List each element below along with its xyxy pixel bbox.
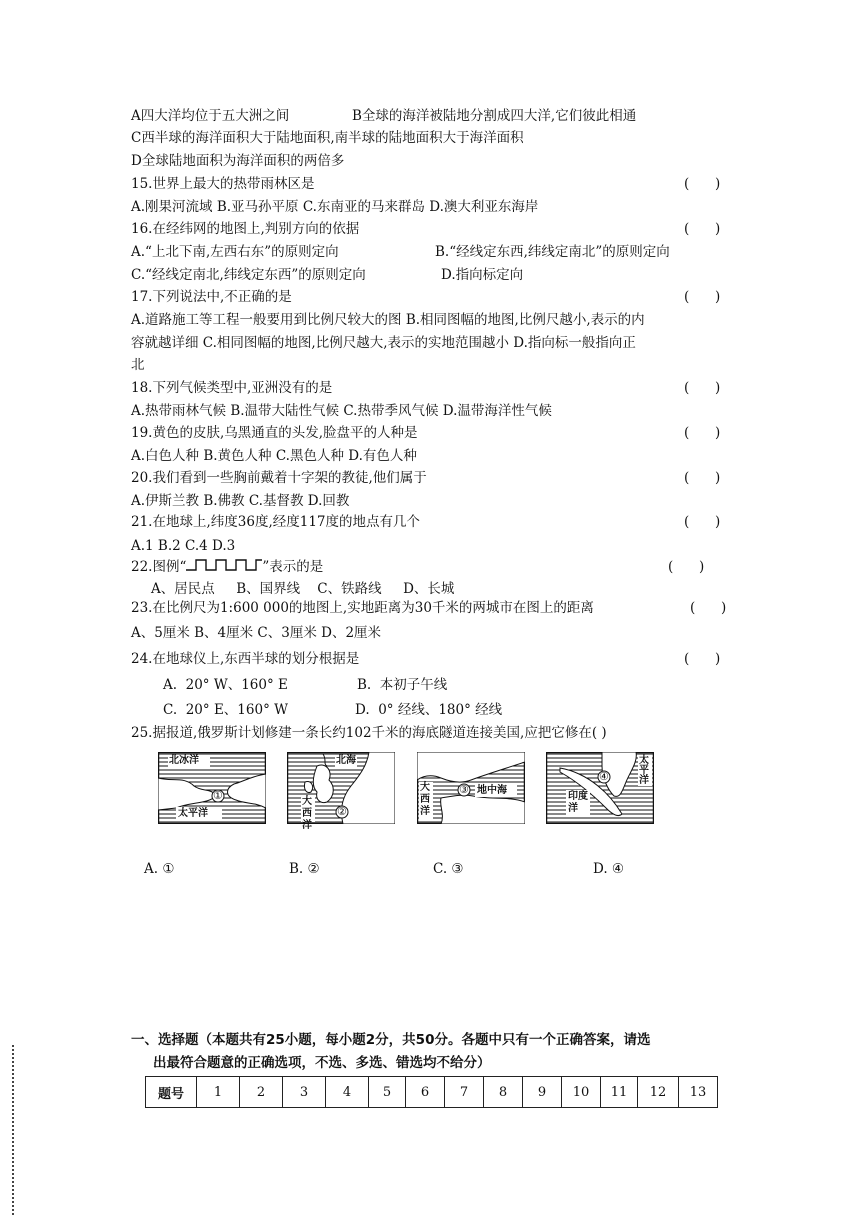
q21-answer-blank: ( ) — [684, 514, 721, 530]
q17-stem: 17.下列说法中,不正确的是 — [131, 289, 292, 305]
map4-label-1: 太平洋 — [639, 755, 649, 786]
answer-table-cell[interactable]: 3 — [283, 1077, 326, 1108]
section-heading-line2: 出最符合题意的正确选项，不选、多选、错选均不给分） — [153, 1055, 491, 1071]
q19-stem: 19.黄色的皮肤,乌黑通直的头发,脸盘平的人种是 — [131, 425, 418, 441]
q24-answer-blank: ( ) — [684, 651, 721, 667]
q21-options: A.1 B.2 C.4 D.3 — [131, 538, 236, 554]
map3-label-1: 大西洋 — [420, 782, 430, 817]
map1-label-1: 北冰洋 — [169, 755, 199, 766]
map1-marker: ① — [213, 789, 223, 802]
q22-stem-pre: 22.图例“ — [131, 559, 187, 575]
q23-options: A、5厘米 B、4厘米 C、3厘米 D、2厘米 — [131, 625, 382, 641]
q16-option-b: B.“经线定东西,纬线定南北”的原则定向 — [435, 244, 670, 260]
border-line-symbol-icon — [186, 558, 262, 577]
answer-table-cell[interactable]: 2 — [240, 1077, 283, 1108]
q14-option-c: C西半球的海洋面积大于陆地面积,南半球的陆地面积大于海洋面积 — [131, 130, 524, 146]
answer-table-cell[interactable]: 13 — [679, 1077, 718, 1108]
q18-stem: 18.下列气候类型中,亚洲没有的是 — [131, 380, 333, 396]
q21-stem: 21.在地球上,纬度36度,经度117度的地点有几个 — [131, 514, 420, 530]
q17-options-line2: 容就越详细 C.相同图幅的地图,比例尺越大,表示的实地范围越小 D.指向标一般指向正 — [131, 335, 636, 351]
answer-table-cell[interactable]: 5 — [369, 1077, 406, 1108]
map3-marker: ③ — [459, 783, 469, 796]
q24-stem: 24.在地球仪上,东西半球的划分根据是 — [131, 651, 360, 667]
q19-answer-blank: ( ) — [684, 425, 721, 441]
q14-option-d: D全球陆地面积为海洋面积的两倍多 — [131, 153, 345, 169]
answer-table-cell[interactable]: 8 — [484, 1077, 523, 1108]
answer-table-cell[interactable]: 12 — [638, 1077, 679, 1108]
binding-dotted-line — [12, 1045, 14, 1215]
map-bering-strait — [158, 752, 266, 824]
q15-stem: 15.世界上最大的热带雨林区是 — [131, 176, 315, 192]
map2-label-1: 北海 — [336, 755, 356, 766]
answer-table-header: 题号 — [146, 1077, 197, 1108]
q22-answer-blank: ( ) — [668, 559, 705, 575]
map2-marker: ② — [337, 805, 347, 818]
section-heading-line1: 一、选择题（本题共有25小题，每小题2分，共50分。各题中只有一个正确答案，请选 — [131, 1032, 651, 1048]
q20-stem: 20.我们看到一些胸前戴着十字架的教徒,他们属于 — [131, 470, 427, 486]
answer-table-cell[interactable]: 11 — [601, 1077, 638, 1108]
answer-table-cell[interactable]: 4 — [326, 1077, 369, 1108]
q25-answer-d: D. ④ — [593, 861, 625, 877]
map1-label-2: 太平洋 — [178, 808, 208, 819]
q24-option-c: C. 20° E、160° W — [163, 702, 288, 718]
q18-options: A.热带雨林气候 B.温带大陆性气候 C.热带季风气候 D.温带海洋性气候 — [131, 403, 552, 419]
q15-answer-blank: ( ) — [684, 176, 721, 192]
q16-answer-blank: ( ) — [684, 221, 721, 237]
q16-option-d: D.指向标定向 — [441, 267, 524, 283]
q17-options-line3: 北 — [131, 357, 145, 373]
q14-option-b: B全球的海洋被陆地分割成四大洋,它们彼此相通 — [352, 108, 637, 124]
q22-stem — [131, 558, 323, 577]
map-strait-of-gibraltar — [417, 752, 525, 824]
q20-answer-blank: ( ) — [684, 470, 721, 486]
q14-option-a: A四大洋均位于五大洲之间 — [131, 108, 290, 124]
q18-answer-blank: ( ) — [684, 380, 721, 396]
map4-marker: ④ — [599, 770, 609, 783]
q25-answer-a: A. ① — [144, 861, 175, 877]
q24-option-d: D. 0° 经线、180° 经线 — [355, 702, 503, 718]
q16-option-c: C.“经线定南北,纬线定东西”的原则定向 — [131, 267, 366, 283]
answer-table-row — [146, 1077, 718, 1108]
map2-label-2: 大西洋 — [302, 796, 312, 831]
map-strait-of-malacca — [546, 752, 654, 824]
map3-label-2: 地中海 — [477, 785, 507, 796]
answer-table-cell[interactable]: 6 — [406, 1077, 445, 1108]
answer-table-cell[interactable]: 1 — [197, 1077, 240, 1108]
answer-table — [145, 1076, 718, 1108]
answer-table-cell[interactable]: 9 — [523, 1077, 562, 1108]
q23-answer-blank: ( ) — [690, 600, 727, 616]
q20-options: A.伊斯兰教 B.佛教 C.基督教 D.回教 — [131, 493, 350, 509]
q17-answer-blank: ( ) — [684, 289, 721, 305]
q24-option-b: B. 本初子午线 — [357, 677, 448, 693]
q22-stem-post: ”表示的是 — [262, 559, 324, 575]
q16-option-a: A.“上北下南,左西右东”的原则定向 — [131, 244, 339, 260]
q24-option-a: A. 20° W、160° E — [163, 677, 288, 693]
q15-options: A.刚果河流域 B.亚马孙平原 C.东南亚的马来群岛 D.澳大利亚东海岸 — [131, 199, 539, 215]
q25-answer-c: C. ③ — [433, 861, 464, 877]
answer-table-cell[interactable]: 10 — [562, 1077, 601, 1108]
q16-stem: 16.在经纬网的地图上,判别方向的依据 — [131, 221, 360, 237]
q25-answer-b: B. ② — [289, 861, 320, 877]
q22-options: A、居民点 B、国界线 C、铁路线 D、长城 — [151, 581, 455, 597]
answer-table-cell[interactable]: 7 — [445, 1077, 484, 1108]
q19-options: A.白色人种 B.黄色人种 C.黑色人种 D.有色人种 — [131, 448, 417, 464]
q25-stem: 25.据报道,俄罗斯计划修建一条长约102千米的海底隧道连接美国,应把它修在( ) — [131, 725, 607, 741]
q23-stem: 23.在比例尺为1:600 000的地图上,实地距离为30千米的两城市在图上的距离 — [131, 600, 594, 616]
map4-label-2: 印度洋 — [568, 791, 588, 814]
map-english-channel — [287, 752, 395, 831]
q17-options-line1: A.道路施工等工程一般要用到比例尺较大的图 B.相同图幅的地图,比例尺越小,表示的内 — [131, 312, 645, 328]
